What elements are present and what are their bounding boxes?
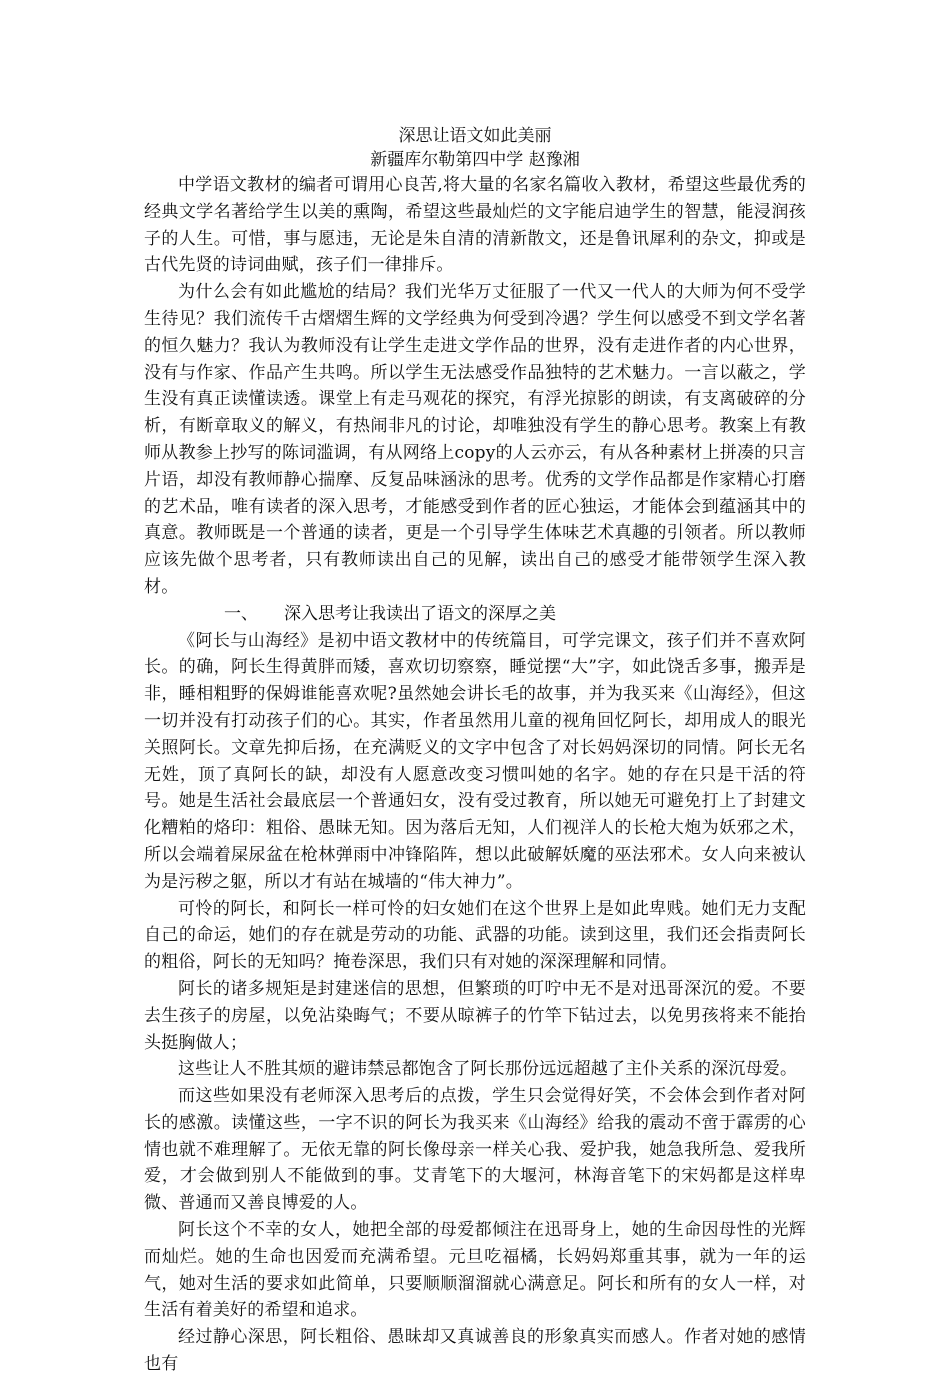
paragraph: 这些让人不胜其烦的避讳禁忌都饱含了阿长那份远远超越了主仆关系的深沉母爱。	[178, 1059, 798, 1080]
paragraph: 为什么会有如此尴尬的结局？我们光华万丈征服了一代又一代人的大师为何不受学生待见？我们流传千古熠熠生辉的文学经典为何受到冷遇？学生何以感受不到文学名著的恒久魅力？我认为教师没有让学生走进文学作品的世界，没有走进作者的内心世界，没有与作家、作品产生共鸣。所以学生无法感受作品独特的艺术魅力。一言以蔽之，学生没有真正读懂读透。课堂上有走马观花的探究，有浮光掠影的朗读，有支离破碎的分析，有断章取义的解义，有热闹非凡的讨论，却唯独没有学生的静心思考。教案上有教师从教参上抄写的陈词滥调，有从网络上copy的人云亦云，有从各种素材上拼凑的只言片语，却没有教师静心揣摩、反复品味涵泳的思考。优秀的文学作品都是作家精心打磨的艺术品，唯有读者的深入思考，才能感受到作者的匠心独运，才能体会到蕴涵其中的真意。教师既是一个普通的读者，更是一个引导学生体味艺术真趣的引领者。所以教师应该先做个思考者，只有教师读出自己的见解，读出自己的感受才能带领学生深入教材。	[144, 282, 806, 597]
paragraph: 可怜的阿长，和阿长一样可怜的妇女她们在这个世界上是如此卑贱。她们无力支配自己的命运，她们的存在就是劳动的功能、武器的功能。读到这里，我们还会指责阿长的粗俗，阿长的无知吗？掩卷深思，我们只有对她的深深理解和同情。	[144, 898, 806, 973]
paragraph: 阿长的诸多规矩是封建迷信的思想，但繁琐的叮咛中无不是对迅哥深沉的爱。不要去生孩子的房屋，以免沾染晦气；不要从晾裤子的竹竿下钻过去，以免男孩将来不能抬头挺胸做人；	[144, 978, 806, 1053]
section-heading-text: 深入思考让我读出了语文的深厚之美	[284, 603, 556, 624]
author-line: 新疆库尔勒第四中学 赵豫湘	[370, 150, 580, 170]
paragraph: 阿长这个不幸的女人，她把全部的母爱都倾注在迅哥身上，她的生命因母性的光辉而灿烂。她的生命也因爱而充满希望。元旦吃福橘，长妈妈郑重其事，就为一年的运气，她对生活的要求如此简单，只要顺顺溜溜就心满意足。阿长和所有的女人一样，对生活有着美好的希望和追求。	[144, 1220, 806, 1321]
paragraph: 中学语文教材的编者可谓用心良苦,将大量的名家名篇收入教材，希望这些最优秀的经典文学名著给学生以美的熏陶，希望这些最灿烂的文字能启迪学生的智慧，能浸润孩子的人生。可惜，事与愿违，无论是朱自清的清新散文，还是鲁讯犀利的杂文，抑或是古代先贤的诗词曲赋，孩子们一律排斥。	[144, 175, 806, 276]
section-heading	[144, 601, 806, 628]
paragraph: 《阿长与山海经》是初中语文教材中的传统篇目，可学完课文，孩子们并不喜欢阿长。的确，阿长生得黄胖而矮，喜欢切切察察，睡觉摆“大”字，如此饶舌多事，搬弄是非，睡相粗野的保姆谁能喜欢呢?虽然她会讲长毛的故事，并为我买来《山海经》，但这一切并没有打动孩子们的心。其实，作者虽然用儿童的视角回忆阿长，却用成人的眼光关照阿长。文章先抑后扬，在充满贬义的文字中包含了对长妈妈深切的同情。阿长无名无姓，顶了真阿长的缺，却没有人愿意改变习惯叫她的名字。她的存在只是干活的符号。她是生活社会最底层一个普通妇女，没有受过教育，所以她无可避免打上了封建文化糟粕的烙印：粗俗、愚昧无知。因为落后无知，人们视洋人的长枪大炮为妖邪之术，所以会端着屎尿盆在枪林弹雨中冲锋陷阵，想以此破解妖魔的巫法邪术。女人向来被认为是污秽之躯，所以才有站在城墙的“伟大神力”。	[144, 630, 806, 892]
section-number: 一、	[224, 603, 258, 624]
document-title: 深思让语文如此美丽	[398, 126, 552, 146]
paragraph: 经过静心深思，阿长粗俗、愚昧却又真诚善良的形象真实而感人。作者对她的感情也有	[144, 1327, 806, 1375]
paragraph: 而这些如果没有老师深入思考后的点拨，学生只会觉得好笑，不会体会到作者对阿长的感激。读懂这些，一字不识的阿长为我买来《山海经》给我的震动不啻于霹雳的心情也就不难理解了。无依无靠的阿长像母亲一样关心我、爱护我，她急我所急、爱我所爱，才会做到别人不能做到的事。艾青笔下的大堰河，林海音笔下的宋妈都是这样卑微、普通而又善良博爱的人。	[144, 1086, 806, 1214]
